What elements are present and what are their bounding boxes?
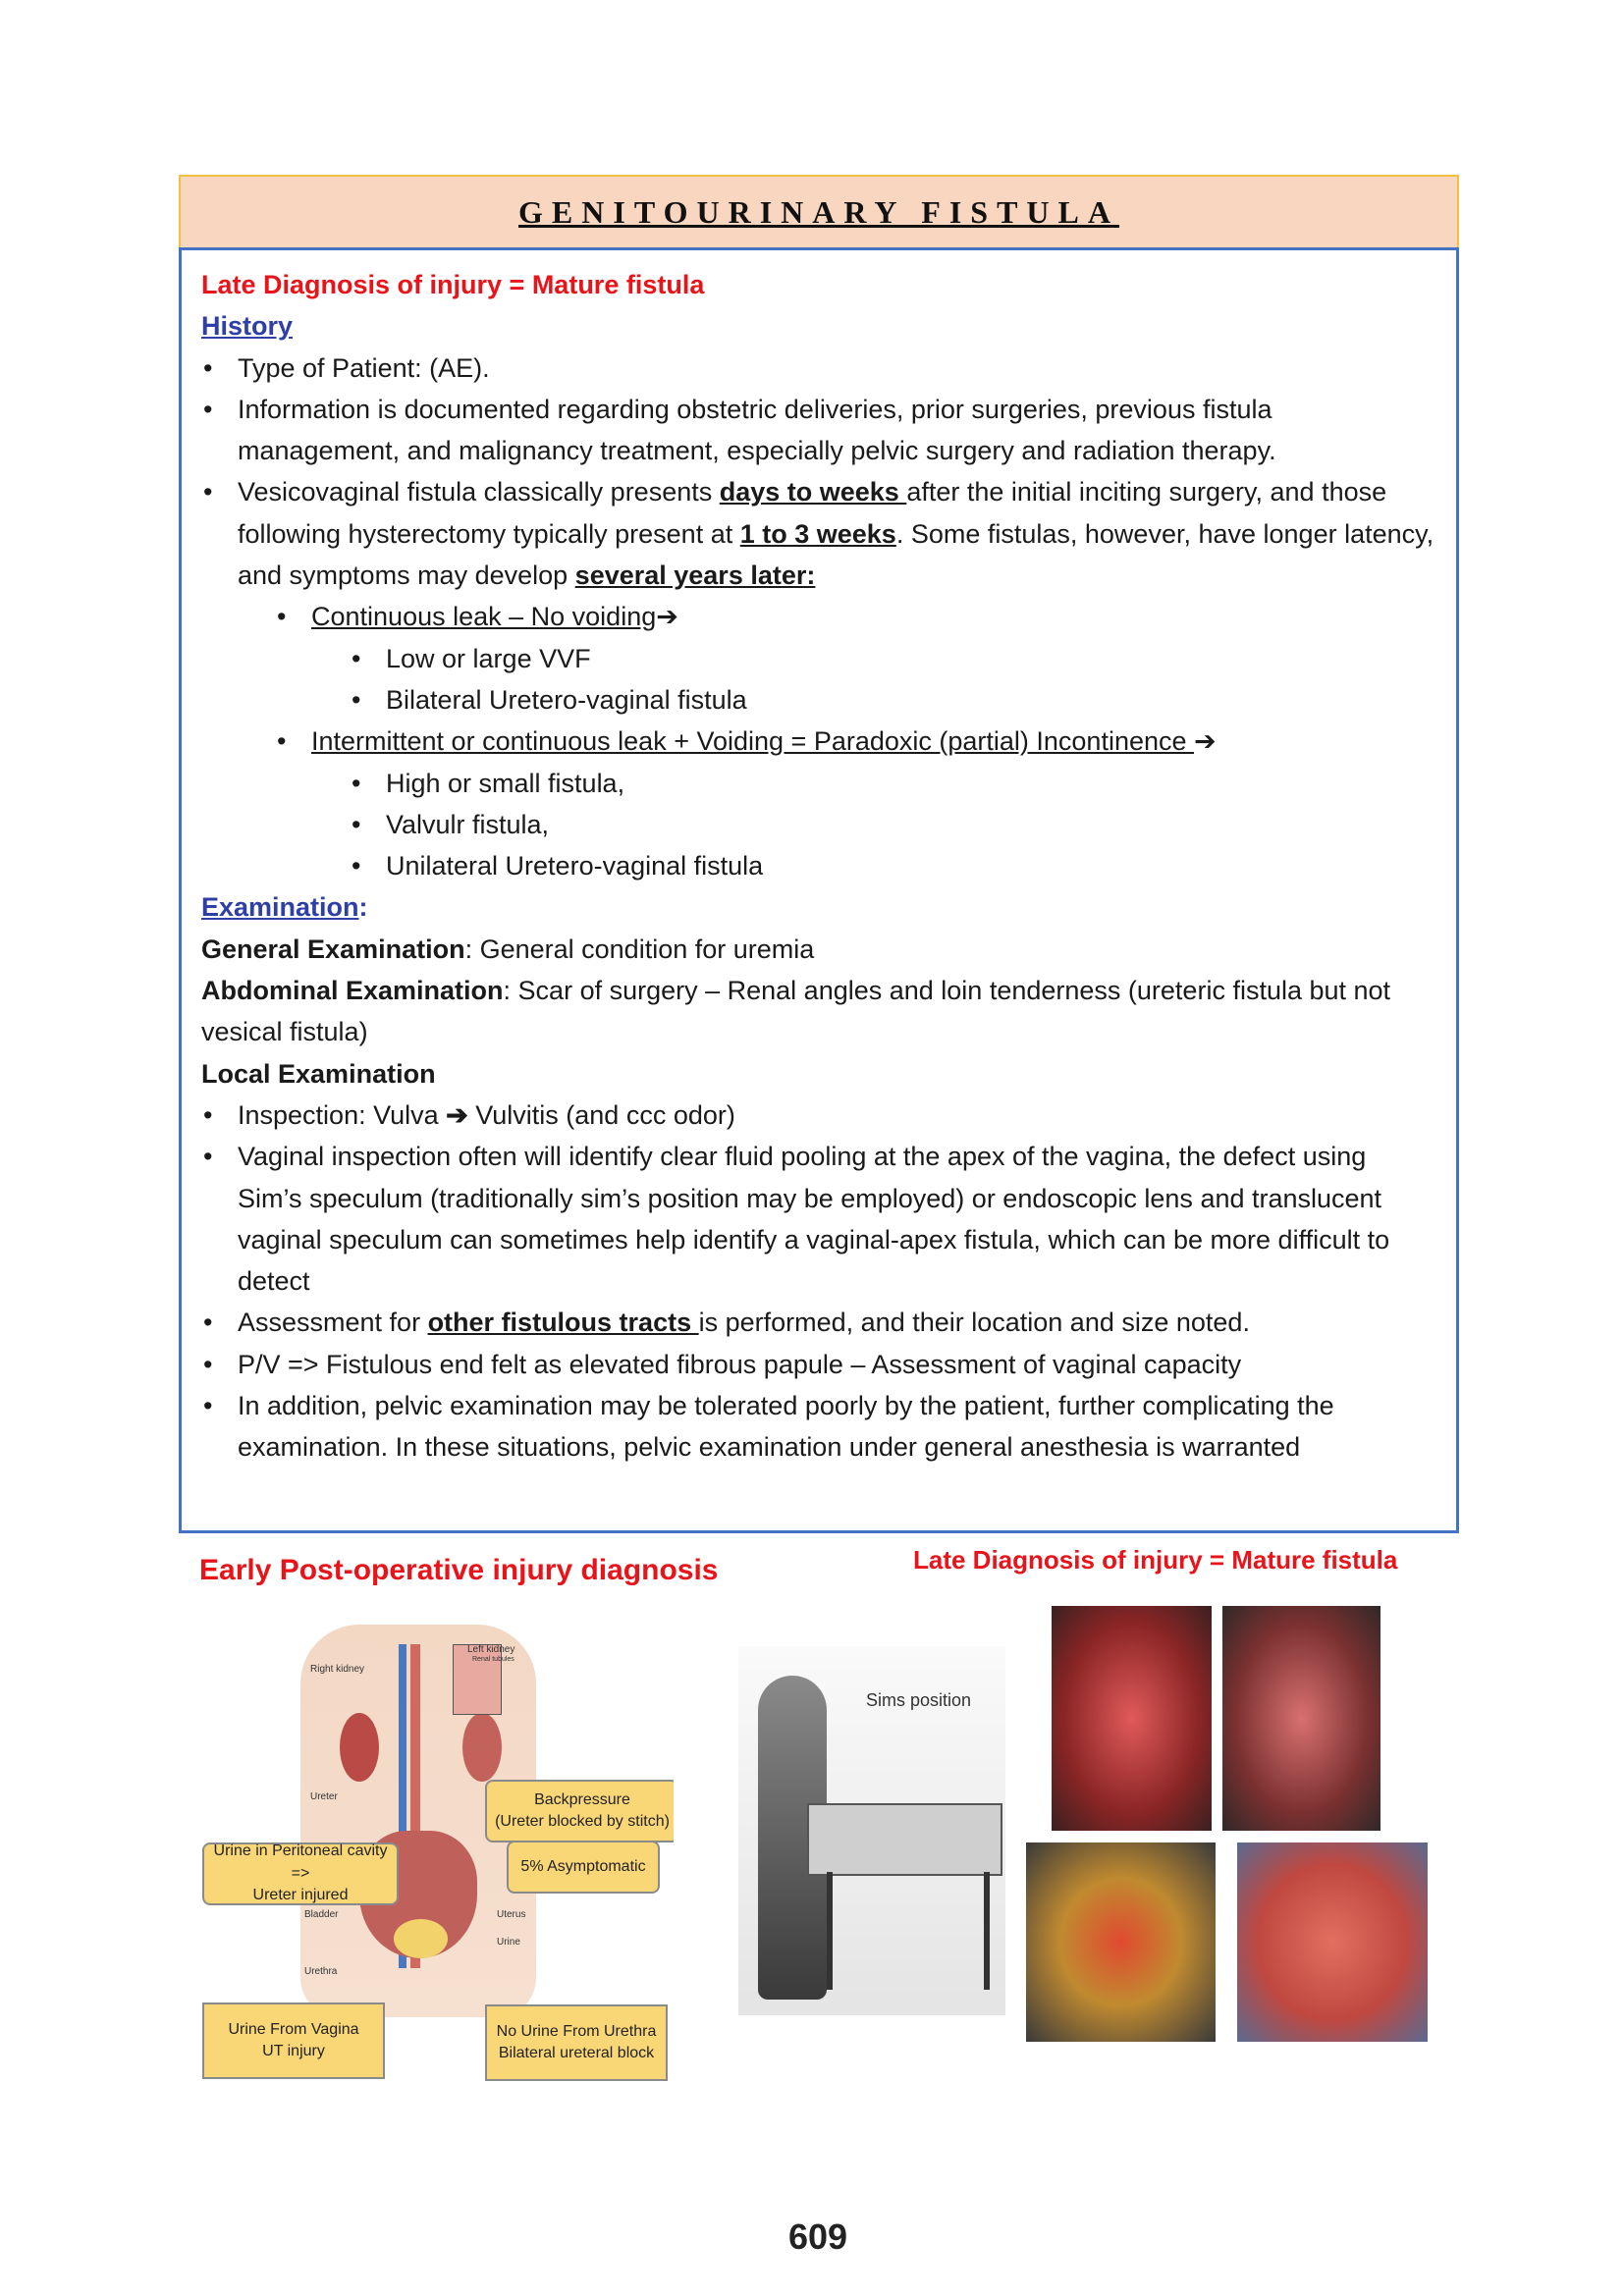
list-item: • Vesicovaginal fistula classically presents days to weeks after the initial inciting surgery, and those following hysterectomy typically present at 1 to 3 weeks. Some fistulas, however, have longer latency, and symptoms may develop several years later: — [201, 471, 1436, 596]
history-list — [201, 347, 1436, 597]
general-examination: General Examination: General condition for uremia — [201, 934, 815, 964]
list-item: • Low or large VVF — [350, 638, 1436, 679]
page-number: 609 — [787, 2216, 848, 2257]
no-urine-urethra-box: No Urine From Urethra Bilateral ureteral block — [485, 2004, 668, 2081]
list-item: • In addition, pelvic examination may be tolerated poorly by the patient, further complicating the examination. In these situations, pelvic examination under general anesthesia is warranted — [201, 1385, 1436, 1468]
page-header — [179, 175, 1459, 247]
list-item: • Intermittent or continuous leak + Voiding = Paradoxic (partial) Incontinence ➔ — [275, 721, 1436, 762]
late-diagnosis-figure-heading: Late Diagnosis of injury = Mature fistula — [913, 1545, 1398, 1575]
list-item: • Valvulr fistula, — [350, 804, 1436, 845]
urinary-system-diagram: Left kidney Renal tubules Right kidney Ureter Bladder Uterus Urine Urethra Backpressure (Ureter blocked by stitch) 5% Asymptomatic Urine in Peritoneal cavity => Ureter injured Urine From Vagina UT injury No Urine From Urethra Bilateral ureteral block — [202, 1625, 674, 2086]
sims-position-illustration — [738, 1646, 1005, 2015]
clinical-photo-2 — [1222, 1606, 1380, 1831]
local-examination-heading: Local Examination — [201, 1058, 436, 1089]
content-box — [179, 247, 1459, 1533]
page-title: GENITOURINARY FISTULA — [518, 194, 1119, 230]
list-item: • Information is documented regarding obstetric deliveries, prior surgeries, previous fistula management, and malignancy treatment, especially pelvic surgery and radiation therapy. — [201, 389, 1436, 472]
sims-caption: Sims position — [866, 1690, 972, 1710]
arrow-icon: ➔ — [1194, 726, 1217, 757]
late-diagnosis-heading: Late Diagnosis of injury = Mature fistula — [201, 270, 705, 299]
examination-heading: Examination: — [201, 892, 368, 923]
clinical-photo-4 — [1237, 1842, 1428, 2042]
list-item: • Unilateral Uretero-vaginal fistula — [350, 845, 1436, 886]
list-item: • High or small fistula, — [350, 763, 1436, 804]
list-item: • Vaginal inspection often will identify clear fluid pooling at the apex of the vagina, the defect using Sim’s speculum (traditionally sim’s position may be employed) or endoscopic lens and translucent vaginal speculum can sometimes help identify a vaginal-apex fistula, which can be more difficult to detect — [201, 1136, 1436, 1302]
list-item: • Assessment for other fistulous tracts is performed, and their location and size noted. — [201, 1302, 1436, 1343]
clinical-photo-1 — [1052, 1606, 1212, 1831]
asymptomatic-box: 5% Asymptomatic — [507, 1841, 660, 1894]
list-item: • Continuous leak – No voiding➔ — [275, 596, 1436, 637]
clinical-photo-3 — [1026, 1842, 1216, 2042]
early-diagnosis-heading: Early Post-operative injury diagnosis — [199, 1554, 719, 1586]
arrow-icon: ➔ — [656, 602, 678, 632]
backpressure-box: Backpressure (Ureter blocked by stitch) — [485, 1780, 674, 1842]
arrow-icon: ➔ — [446, 1099, 468, 1130]
list-item: • Type of Patient: (AE). — [201, 347, 1436, 389]
urine-from-vagina-box: Urine From Vagina UT injury — [202, 2002, 385, 2079]
history-heading: History — [201, 311, 294, 342]
peritoneal-urine-box: Urine in Peritoneal cavity => Ureter injured — [202, 1842, 399, 1905]
list-item: • Bilateral Uretero-vaginal fistula — [350, 679, 1436, 721]
presentation-list — [275, 596, 1436, 637]
list-item: • P/V => Fistulous end felt as elevated fibrous papule – Assessment of vaginal capacity — [201, 1344, 1436, 1385]
list-item: • Inspection: Vulva ➔ Vulvitis (and ccc odor) — [201, 1095, 1436, 1136]
local-exam-list — [201, 1095, 1436, 1468]
abdominal-examination: Abdominal Examination: Scar of surgery – Renal angles and loin tenderness (ureteric fistula but not vesical fistula) — [201, 976, 1391, 1047]
